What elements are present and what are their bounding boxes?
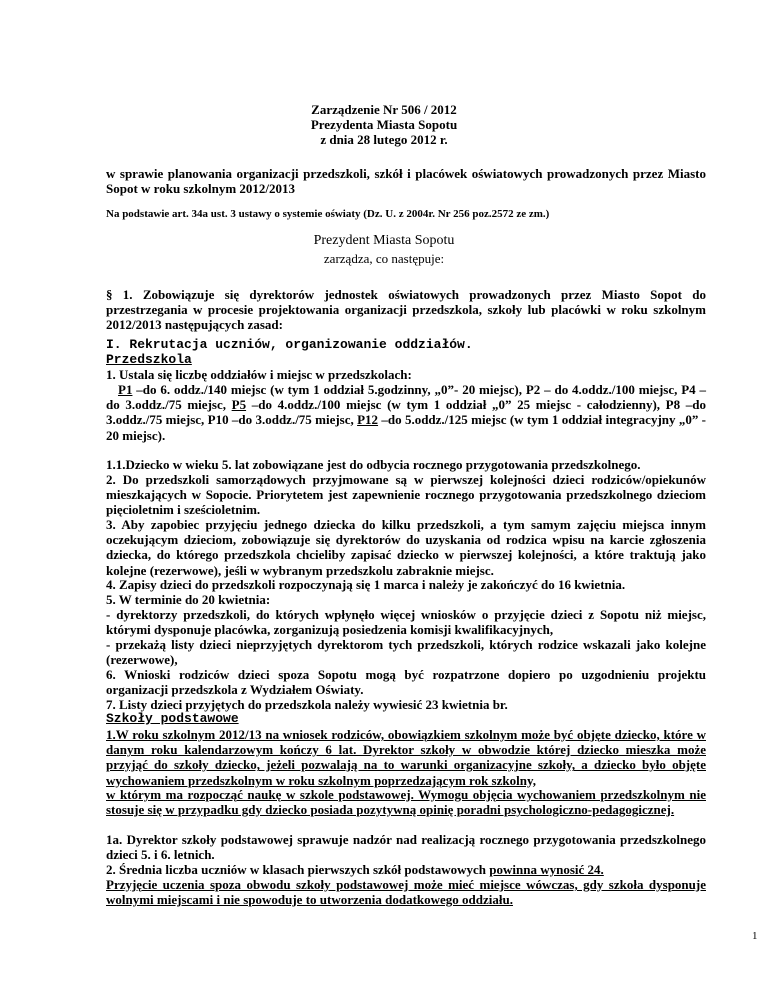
przedszkola-item-2: 2. Do przedszkoli samorządowych przyjmowane są w pierwszej kolejności dzieci rodziców/opiekunów mieszkających w Sopocie. Priorytetem jest zapewnienie rocznego przygotowania przedszkolnego dzieciom pięcioletnim i sześcioletnim. bbox=[106, 472, 706, 518]
szkoly-item-3: Przyjęcie uczenia spoza obwodu szkoły podstawowej może mieć miejsce wówczas, gdy szkoła dysponuje wolnymi miejscami i nie spowoduje to utworzenia dodatkowego oddziału. bbox=[106, 877, 706, 908]
przedszkola-item-5a: - dyrektorzy przedszkoli, do których wpłynęło więcej wniosków o przyjęcie dzieci z Sopotu niż miejsc, którymi dysponuje placówka, zorganizują posiedzenia komisji kwalifikacyjnych, bbox=[106, 607, 706, 638]
przedszkola-item-6: 6. Wnioski rodziców dzieci spoza Sopotu mogą być rozpatrzone dopiero po uzgodnieniu projektu organizacji przedszkola z Wydziałem Oświaty. bbox=[106, 667, 706, 698]
przedszkola-item-1: 1. Ustala się liczbę oddziałów i miejsc w przedszkolach: bbox=[106, 367, 412, 382]
przedszkola-item-7: 7. Listy dzieci przyjętych do przedszkola należy wywiesić 23 kwietnia br. bbox=[106, 697, 508, 712]
legal-basis: Na podstawie art. 34a ust. 3 ustawy o systemie oświaty (Dz. U. z 2004r. Nr 256 poz.2572 ze zm.) bbox=[106, 208, 550, 220]
przedszkola-item-3: 3. Aby zapobiec przyjęciu jednego dziecka do kilku przedszkoli, a tym samym zajęciu miejsca innym oczekującym dzieciom, zobowiązuje się dyrektorów do uzyskania od rodzica wpisu na karcie zgłoszenia dziecka, do którego przedszkola chcieliby zapisać dziecko w pierwszej kolejności, a które traktują jako kolejne (rezerwowe), jeśli w wybranym przedszkolu zabraknie miejsc. bbox=[106, 517, 706, 578]
przedszkola-places: P1 –do 6. oddz./140 miejsc (w tym 1 oddział 5.godzinny, „0”- 20 miejsc), P2 – do 4.oddz./100 miejsc, P4 – do 3.oddz./75 miejsc, P5 –do 4.oddz./100 miejsc (w tym 1 oddział „0” 25 miejsc - całodzienny), P8 –do 3.oddz./75 miejsc, P10 –do 3.oddz./75 miejsc, P12 –do 5.oddz./125 miejsc (w tym 1 oddział integracyjny „0” - 20 miejsc). bbox=[106, 382, 707, 443]
szkoly-item-1a: 1a. Dyrektor szkoły podstawowej sprawuje nadzór nad realizacją rocznego przygotowania przedszkolnego dzieci 5. i 6. letnich. bbox=[106, 832, 706, 863]
decree-subject: w sprawie planowania organizacji przedszkoli, szkół i placówek oświatowych prowadzonych przez Miasto Sopot w roku szkolnym 2012/2013 bbox=[106, 166, 706, 197]
decree-title: Zarządzenie Nr 506 / 2012 bbox=[311, 102, 457, 117]
przedszkola-item-5: 5. W terminie do 20 kwietnia: bbox=[106, 592, 271, 607]
paragraph-1: § 1. Zobowiązuje się dyrektorów jednostek oświatowych prowadzonych przez Miasto Sopot do przestrzegania w procesie projektowania organizacji przedszkola, szkoły lub placówki w roku szkolnym 2012/2013 następujących zasad: bbox=[106, 287, 706, 333]
section-title: I. Rekrutacja uczniów, organizowanie oddziałów. bbox=[106, 337, 473, 352]
mayor-decrees: zarządza, co następuje: bbox=[323, 251, 445, 266]
szkoly-item-2: 2. Średnia liczba uczniów w klasach pierwszych szkół podstawowych powinna wynosić 24. bbox=[106, 862, 604, 877]
przedszkola-item-4: 4. Zapisy dzieci do przedszkoli rozpoczynają się 1 marca i należy je zakończyć do 16 kwietnia. bbox=[106, 577, 626, 592]
szkoly-item-1: 1.W roku szkolnym 2012/13 na wniosek rodziców, obowiązkiem szkolnym może być objęte dziecko, które w danym roku kalendarzowym kończy 6 lat. Dyrektor szkoły w obwodzie której dziecko mieszka może przyjąć do szkoły dziecko, jeżeli pozwalają na to warunki organizacyjne szkoły, a dziecko było objęte wychowaniem przedszkolnym w roku szkolnym poprzedzającym rok szkolny, bbox=[106, 727, 706, 788]
decree-date: z dnia 28 lutego 2012 r. bbox=[320, 132, 448, 147]
page-number: 1 bbox=[752, 930, 758, 942]
szkoly-item-1-cont: w którym ma rozpocząć naukę w szkole podstawowej. Wymogu objęcia wychowaniem przedszkolnym nie stosuje się w przypadku gdy dziecko posiada pozytywną opinię poradni psychologiczno-pedagogicznej. bbox=[106, 787, 706, 818]
przedszkola-item-5b: - przekażą listy dzieci nieprzyjętych dyrektorom tych przedszkoli, których rodzice wskazali jako kolejne (rezerwowe), bbox=[106, 637, 706, 668]
szkoly-heading: Szkoły podstawowe bbox=[106, 711, 239, 726]
decree-issuer: Prezydenta Miasta Sopotu bbox=[310, 117, 458, 132]
przedszkola-heading: Przedszkola bbox=[106, 352, 192, 367]
mayor-line: Prezydent Miasta Sopotu bbox=[313, 233, 455, 248]
przedszkola-item-1-1: 1.1.Dziecko w wieku 5. lat zobowiązane jest do odbycia rocznego przygotowania przedszkolnego. bbox=[106, 457, 641, 472]
